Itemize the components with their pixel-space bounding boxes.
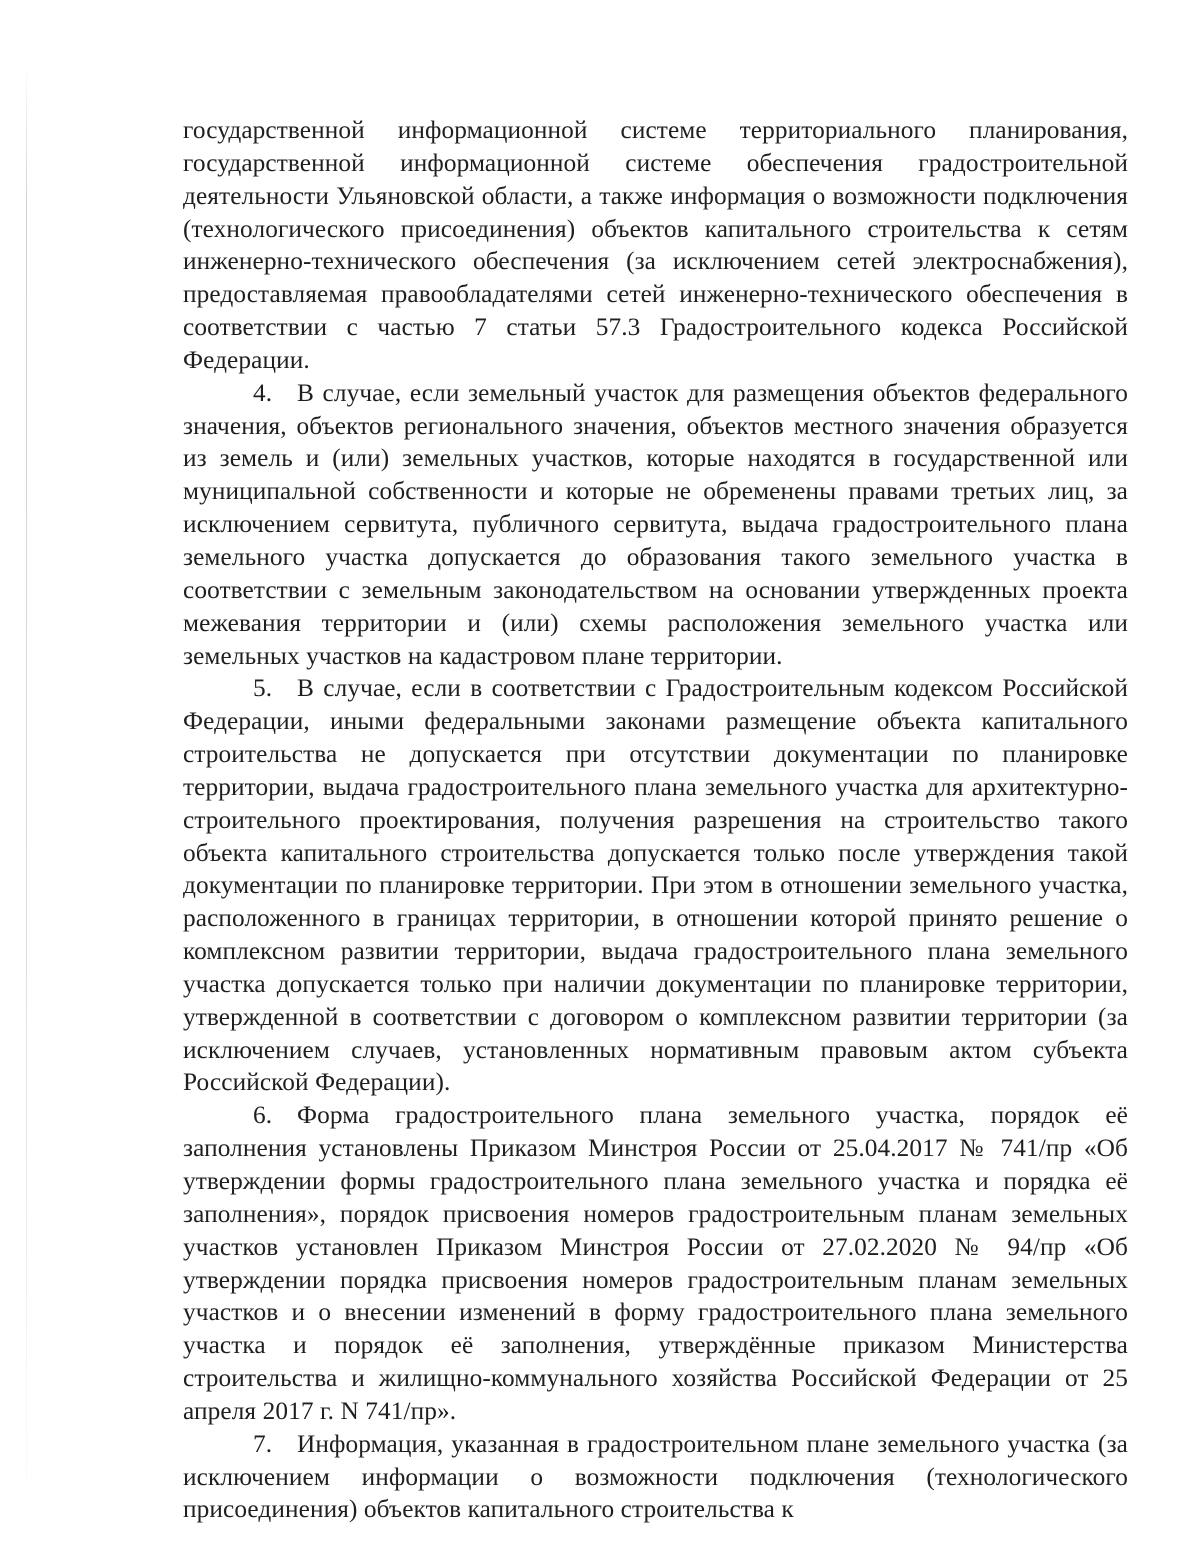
paragraph-text: Информация, указанная в градостроительном плане земельного участка (за исключением информации о возможности подключения (технологического присоединения) объектов капитального строительства к: [183, 1429, 1128, 1524]
paragraph-7: [183, 1428, 1128, 1527]
paragraph-4: [183, 377, 1128, 673]
paragraph-text: государственной информационной системе территориального планирования, государственной информационной системе обеспечения градостроительной деятельности Ульяновской области, а также информация о возможности подключения (технологического присоединения) объектов капитального строительства к сетям инженерно-технического обеспечения (за исключением сетей электроснабжения), предоставляемая правообладателями сетей инженерно-технического обеспечения в соответствии с частью 7 статьи 57.3 Градостроительного кодекса Российской Федерации.: [183, 116, 1128, 374]
paragraph-number: 5.: [253, 674, 273, 703]
paragraph-continuation: [183, 114, 1128, 377]
paragraph-5: [183, 672, 1128, 1099]
paragraph-6: [183, 1099, 1128, 1427]
paragraph-number: 6.: [253, 1101, 273, 1130]
paragraph-number: 4.: [253, 378, 273, 407]
paragraph-number: 7.: [253, 1429, 273, 1458]
document-body: [183, 114, 1128, 1526]
paragraph-text: В случае, если земельный участок для размещения объектов федерального значения, объектов регионального значения, объектов местного значения образуется из земель и (или) земельных участков, которые находятся в государственной или муниципальной собственности и которые не обременены правами третьих лиц, за исключением сервитута, публичного сервитута, выдача градостроительного плана земельного участка допускается до образования такого земельного участка в соответствии с земельным законодательством на основании утвержденных проекта межевания территории и (или) схемы расположения земельного участка или земельных участков на кадастровом плане территории.: [183, 378, 1128, 670]
scan-edge-line: [26, 60, 27, 1540]
paragraph-text: Форма градостроительного плана земельного участка, порядок её заполнения установлены Приказом Минстроя России от 25.04.2017 № 741/пр «Об утверждении формы градостроительного плана земельного участка и порядка её заполнения», порядок присвоения номеров градостроительным планам земельных участков установлен Приказом Минстроя России от 27.02.2020 № 94/пр «Об утверждении порядка присвоения номеров градостроительным планам земельных участков и о внесении изменений в форму градостроительного плана земельного участка и порядок её заполнения, утверждённые приказом Министерства строительства и жилищно-коммунального хозяйства Российской Федерации от 25 апреля 2017 г. N 741/пр».: [183, 1101, 1128, 1425]
paragraph-text: В случае, если в соответствии с Градостроительным кодексом Российской Федерации, иными федеральными законами размещение объекта капитального строительства не допускается при отсутствии документации по планировке территории, выдача градостроительного плана земельного участка для архитектурно-строительного проектирования, получения разрешения на строительство такого объекта капитального строительства допускается только после утверждения такой документации по планировке территории. При этом в отношении земельного участка, расположенного в границах территории, в отношении которой принято решение о комплексном развитии территории, выдача градостроительного плана земельного участка допускается только при наличии документации по планировке территории, утвержденной в соответствии с договором о комплексном развитии территории (за исключением случаев, установленных нормативным правовым актом субъекта Российской Федерации).: [183, 674, 1128, 1097]
